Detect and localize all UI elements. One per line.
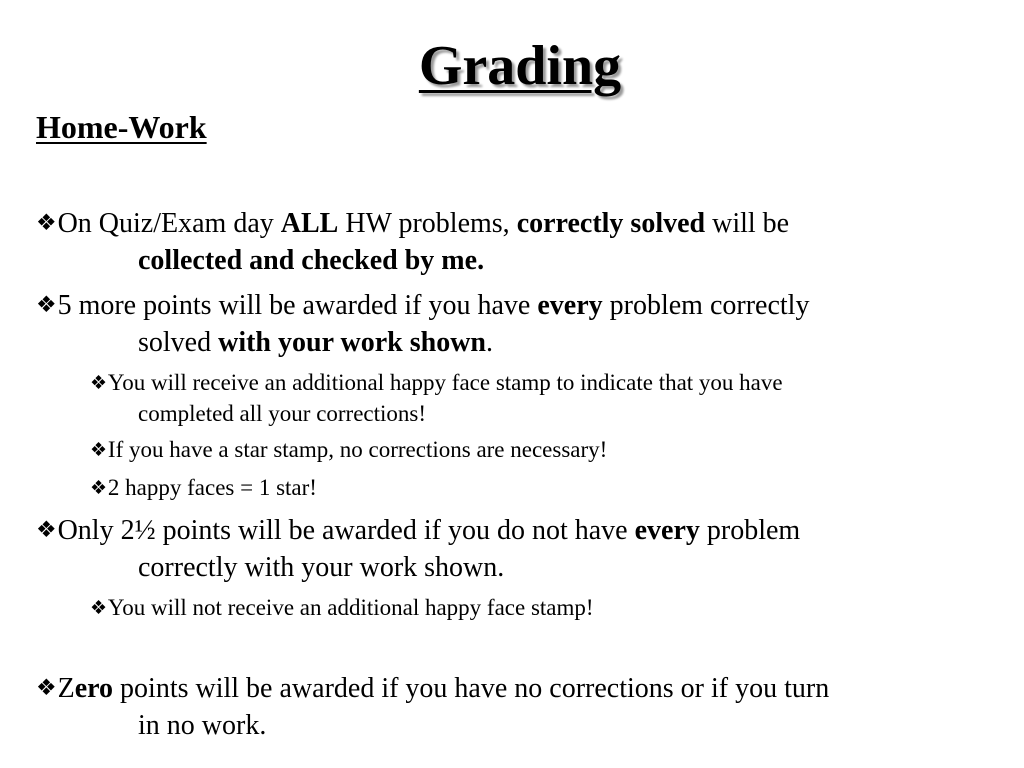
bullet-emphasis: ALL: [280, 207, 339, 239]
sub-bullet-happy-face-stamp: [90, 368, 783, 429]
bullet-continuation: collected and checked by me.: [138, 244, 485, 276]
bullet-continuation: correctly with your work shown.: [138, 551, 505, 583]
sub-bullet-text: 2 happy faces = 1 star!: [107, 475, 317, 500]
bullet-text: HW problems,: [338, 207, 517, 239]
diamond-bullet-icon: ❖: [36, 675, 57, 700]
bullet-text: 5 more points will be awarded if you have: [57, 289, 538, 321]
bullet-five-more-points: [36, 286, 809, 361]
bullet-continuation: in no work.: [138, 709, 267, 741]
section-heading-home-work: Home-Work: [36, 109, 207, 145]
bullet-two-and-half-points: [36, 511, 800, 586]
bullet-text: problem: [699, 514, 801, 546]
bullet-emphasis: ero: [74, 672, 114, 704]
bullet-zero-points: [36, 669, 829, 744]
sub-bullet-star-stamp: [90, 435, 607, 466]
bullet-text: .: [485, 326, 493, 358]
sub-bullet-continuation: completed all your corrections!: [138, 400, 427, 426]
diamond-bullet-icon: ❖: [36, 210, 57, 235]
diamond-bullet-icon: ❖: [90, 372, 107, 394]
bullet-text: On Quiz/Exam day: [57, 207, 281, 239]
diamond-bullet-icon: ❖: [90, 597, 107, 619]
bullet-text: points will be awarded if you have no corrections or if you turn: [113, 672, 830, 704]
diamond-bullet-icon: ❖: [90, 477, 107, 499]
bullet-continuation: [36, 324, 809, 361]
bullet-text: solved: [138, 326, 219, 358]
diamond-bullet-icon: ❖: [90, 439, 107, 461]
bullet-text: Only 2½ points will be awarded if you do not have: [57, 514, 635, 546]
bullet-emphasis: with your work shown: [218, 326, 486, 358]
sub-bullet-text: You will receive an additional happy face stamp to indicate that you have: [107, 370, 783, 395]
sub-bullet-text: If you have a star stamp, no corrections are necessary!: [107, 437, 608, 462]
diamond-bullet-icon: ❖: [36, 517, 57, 542]
bullet-text: Z: [57, 672, 75, 704]
bullet-text: problem correctly: [602, 289, 810, 321]
sub-bullet-happy-faces-star: [90, 473, 317, 504]
sub-bullet-text: You will not receive an additional happy face stamp!: [107, 595, 594, 620]
bullet-quiz-exam-day: [36, 204, 789, 279]
sub-bullet-no-happy-face: [90, 593, 594, 624]
bullet-text: will be: [705, 207, 790, 239]
diamond-bullet-icon: ❖: [36, 292, 57, 317]
bullet-emphasis: every: [537, 289, 603, 321]
bullet-emphasis: every: [634, 514, 700, 546]
bullet-emphasis: correctly solved: [516, 207, 706, 239]
slide-title: Grading: [418, 35, 622, 97]
